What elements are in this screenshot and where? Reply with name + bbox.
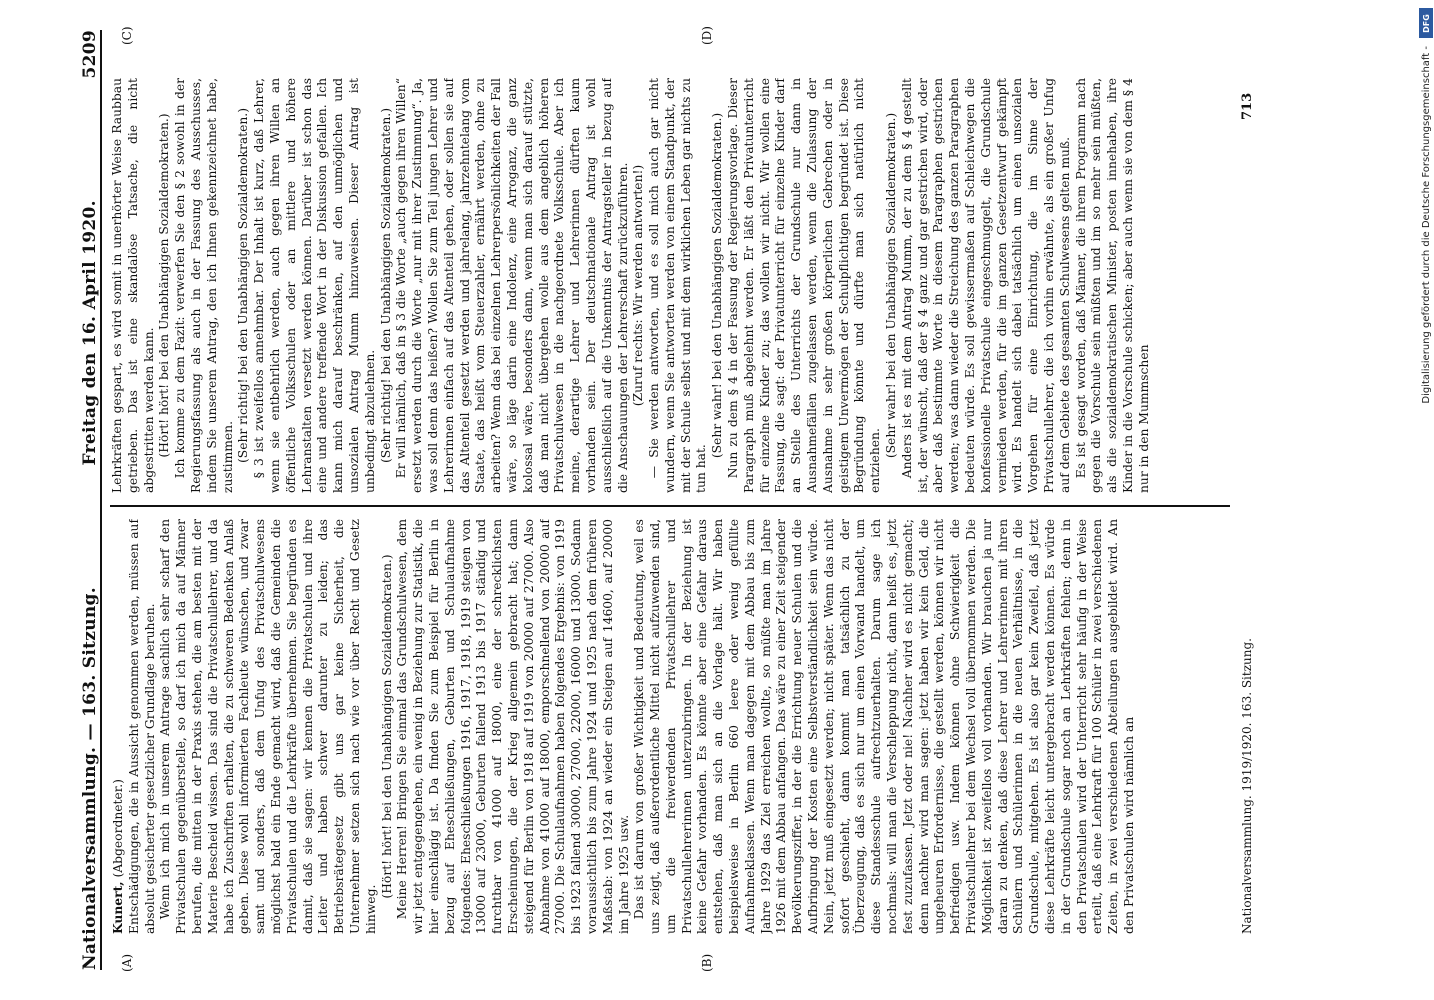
paragraph: Ich komme zu dem Fazit: verwerfen Sie den § 2 sowohl in der Regierungsfassung als auch in der Fassung des Ausschusses, indem Sie unserem Antrag, den ich Ihnen gekennzeichnet habe, zustimmen. <box>173 78 235 493</box>
watermark-text: Digitalisierung gefördert durch die Deutsche Forschungsgemeinschaft - <box>1420 46 1432 404</box>
paragraph: Entschädigungen, die in Aussicht genommen werden, müssen auf absolut gesicherter gesetzlicher Grundlage beruhen. <box>126 519 157 934</box>
interjection: (Zuruf rechts: Wir werden antworten!) <box>631 164 646 407</box>
interjection: (Sehr richtig! bei den Unabhängigen Sozialdemokraten.) <box>378 107 393 464</box>
left-column <box>110 519 1230 934</box>
interjection: (Hört! hört! bei den Unabhängigen Sozialdemokraten.) <box>379 554 394 899</box>
header-title: Nationalversammlung. — 163. Sitzung. <box>80 587 100 970</box>
interjection: (Hört! hört! bei den Unabhängigen Sozialdemokraten.) <box>157 113 172 458</box>
sheet-number: 713 <box>1240 92 1255 120</box>
running-header <box>70 30 102 970</box>
margin-marker-d: (D) <box>700 26 714 45</box>
paragraph: Lehrkräften gespart, es wird somit in unerhörter Weise Raubbau getrieben. Das ist eine skandalöse Tatsache, die nicht abgestritten werden kann. <box>110 78 156 493</box>
interjection: (Sehr wahr! bei den Unabhängigen Sozialdemokraten.) <box>710 112 725 459</box>
speaker-line: Kunert, (Abgeordneter.) <box>110 779 125 934</box>
margin-marker-a: (A) <box>120 953 134 972</box>
margin-marker-c: (C) <box>120 26 134 45</box>
column-divider <box>110 505 1230 507</box>
page-number: 5209 <box>80 30 100 79</box>
paragraph: Das ist darum von großer Wichtigkeit und Bedeutung, weil es uns zeigt, daß außerordentliche Mittel nicht aufzuwenden sind, um die freiwerdenden Privatschullehrer und Privatschullehrerinnen unterzubringen. In der Beziehung ist keine Gefahr vorhanden. Es könnte aber eine Gefahr daraus entstehen, daß man sich an die Vorlage hält. Wir haben beispielsweise in Berlin 660 leere oder wenig gefüllte Aufnahmeklassen. Wenn man dagegen mit dem Abbau bis zum Jahre 1929 das Ziel erreichen wollte, so müßte man im Jahre 1926 mit dem Abbau anfangen. Das wäre zu einer Zeit steigender Bevölkerungsziffer, in der die Errichtung neuer Schulen und die Aufbringung der Kosten eine Selbstverständlichkeit sein würde. Nein, jetzt muß eingesetzt werden; nicht später. Wenn das nicht sofort geschieht, dann kommt man tatsächlich zu der Überzeugung, daß es sich nur um einen Vorwand handelt, um diese Standesschule aufrechtzuerhalten. Darum sage ich nochmals: will man die Verschleppung nicht, dann heißt es, jetzt fest zuzufassen. Jetzt oder nie! Nachher wird es nicht gemacht; denn nachher wird man sagen: jetzt haben wir kein Geld, die ungeheuren Erfordernisse, die gestellt werden, können wir nicht befriedigen usw. Indem können ohne Schwierigkeit die Privatschullehrer bei dem Wechsel voll übernommen werden. Die Möglichkeit ist zweifellos voll vorhanden. Wir brauchen ja nur daran zu denken, daß diese Lehrer und Lehrerinnen mit ihren Schülern und Schülerinnen in die neuen Verhältnisse, in die Grundschule, mitgehen. Es ist also gar kein Zweifel, daß jetzt diese Lehrkräfte leicht untergebracht werden können. Es würde in der Grundschule sogar noch an Lehrkräften fehlen; denn in den Privatschulen wird der Unterricht sehr häufig in der Weise erteilt, daß eine Lehrkraft für 100 Schüler in zwei verschiedenen Zeiten, in zwei verschiedenen Abteilungen ausgebildet wird. An den Privatschulen wird nämlich an <box>632 519 1136 934</box>
paragraph: — Sie werden antworten, und es soll mich auch gar nicht wundern, wenn Sie antworten werden von einem Standpunkt, der mit der Schule selbst und mit dem wirklichen Leben gar nichts zu tun hat. <box>647 78 709 493</box>
paragraph: Er will nämlich, daß in § 3 die Worte „auch gegen ihren Willen“ ersetzt werden durch die Worte „nur mit ihrer Zustimmung“. Ja, was soll denn das heißen? Wollen Sie zum Teil jungen Lehrer und Lehrerinnen einfach auf das Altenteil gehen, oder sollen sie auf das Altenteil gesetzt werden und jahrelang, jahrzehntelang vom Staate, das heißt vom Steuerzahler, ernährt werden, ohne zu arbeiten? Wenn das bei einzelnen Lehrerpersönlichkeiten der Fall wäre, so läge darin eine Indolenz, eine Arroganz, die ganz kolossal wäre, besonders dann, wenn man sich darauf stützte, daß man nicht übergehen wolle aus dem angeblich höheren Privatschulwesen in die nachgeordnete Volksschule. Aber ich meine, derartige Lehrer und Lehrerinnen dürften kaum vorhanden sein. Der deutschnationale Antrag ist wohl ausschließlich auf die Unkenntnis der Antragsteller in bezug auf die Anschauungen der Lehrerschaft zurückzuführen. <box>394 78 630 493</box>
right-column <box>110 78 1230 493</box>
paragraph: Nun zu dem § 4 in der Fassung der Regierungsvorlage. Dieser Paragraph muß abgelehnt werden. Er läßt den Privatunterricht für einzelne Kinder zu; das wollen wir nicht. Wir wollen eine Fassung, die sagt: der Privatunterricht für einzelne Kinder darf an Stelle des Unterrichts der Grundschule nur dann in Ausnahmefällen zugelassen werden, wenn die Zulassung der Ausnahme in sehr großen körperlichen Gebrechen oder in geistigem Unvermögen der Schulpflichtigen begründet ist. Diese Begründung könnte und dürfte man sich natürlich nicht entziehen. <box>726 78 883 493</box>
paragraph: Es ist gesagt worden, daß Männer, die ihrem Programm nach gegen die Vorschule sein müßten und im so mehr sein müßten, als die sozialdemokratischen Minister, posten innehaben, ihre Kinder in die Vorschule schicken; aber auch wenn sie von dem § 4 nur in den Mummschen <box>1073 78 1151 493</box>
paragraph: § 3 ist zweifellos annehmbar. Der Inhalt ist kurz, daß Lehrer, wenn sie entbehrlich werden, auch gegen ihren Willen an öffentliche Volksschulen oder an mittlere und höhere Lehranstalten versetzt werden können. Darüber ist schon das eine und andere treffende Wort in der Diskussion gefallen. Ich kann mich darauf beschränken, auf den unmöglichen und unsozialen Antrag Mumm hinzuweisen. Dieser Antrag ist unbedingt abzulehnen. <box>252 78 377 493</box>
digitization-watermark <box>1418 8 1434 992</box>
footer-signature: Nationalversammlung. 1919/1920. 163. Sitzung. <box>1240 638 1254 934</box>
dfg-logo: DFG <box>1419 8 1433 38</box>
paragraph: Anders ist es mit dem Antrag Mumm, der zu dem § 4 gestellt ist, der wünscht, daß der § 4 ganz und gar gestrichen wird, oder aber daß bestimmte Worte in diesem Paragraphen gestrichen werden; was dann wieder die Streichung des ganzen Paragraphen bedeuten würde. Es soll gewissermaßen auf Schleichwegen die konfessionelle Privatschule eingeschmuggelt, die Grundschule vermieden werden, für die im ganzen Gesetzentwurf gekämpft wird. Es handelt sich dabei tatsächlich um einen unsozialen Vorgehen für eine Einrichtung, die im Sinne der Privatschullehrer, die ich vorhin erwähnte, als ein großer Unfug auf dem Gebiete des gesamten Schulwesens gelten muß. <box>899 78 1072 493</box>
speaker-name: Kunert, <box>110 881 125 934</box>
margin-marker-b: (B) <box>700 953 714 972</box>
interjection: (Sehr wahr! bei den Unabhängigen Sozialdemokraten.) <box>884 112 899 459</box>
interjection: (Sehr richtig! bei den Unabhängigen Sozialdemokraten.) <box>236 107 251 464</box>
paragraph: Wenn ich mich in unserem Antrage sachlich sehr scharf den Privatschulen gegenüberstelle, so darf ich mich da auf Männer berufen, die mitten in der Praxis stehen, die am besten mit der Materie Bescheid wissen. Das sind die Privatschullehrer, und da habe ich Zuschriften erhalten, die zu schweren Bedenken Anlaß geben. Diese wohl informierten Fachleute wünschen, und zwar samt und sonders, daß dem Unfug des Privatschulwesens möglichst bald ein Ende gemacht wird, daß die Gemeinden die Privatschulen und die Lehrkräfte übernehmen. Sie begründen es damit, daß sie sagen: wir kennen die Privatschulen und ihre Leiter und haben schwer darunter zu leiden; das Betriebsrätegesetz gibt uns gar keine Sicherheit, die Unternehmer setzen sich nach wie vor über Recht und Gesetz hinweg. <box>158 519 378 934</box>
paragraph: Meine Herren! Bringen Sie einmal das Grundschulwesen, dem wir jetzt entgegengehen, ein wenig in Beziehung zur Statistik, die hier einschlägig ist. Da finden Sie zum Beispiel für Berlin in bezug auf Eheschließungen, Geburten und Schulaufnahme folgendes: Eheschließungen 1916, 1917, 1918, 1919 steigen von 13000 auf 23000, Geburten fallend 1913 bis 1917 ständig und furchtbar von 41000 auf 18000, eine der schrecklichsten Erscheinungen, die der Krieg allgemein gebracht hat; dann steigend für Berlin von 1918 auf 1919 von 20000 auf 27000. Also Abnahme von 41000 auf 18000, emporschnellend von 20000 auf 27000. Die Schulaufnahmen haben folgendes Ergebnis: von 1919 bis 1923 fallend 30000, 27000, 22000, 16000 und 13000. Sodann voraussichtlich bis zum Jahre 1924 und 1925 nach dem früheren Maßstab: von 1924 an wieder ein Steigen auf 14600, auf 20000 im Jahre 1925 usw. <box>395 519 631 934</box>
speaker-note: Abgeordneter. <box>111 783 125 873</box>
header-date: Freitag den 16. April 1920. <box>80 200 100 466</box>
document-page <box>50 20 1350 980</box>
